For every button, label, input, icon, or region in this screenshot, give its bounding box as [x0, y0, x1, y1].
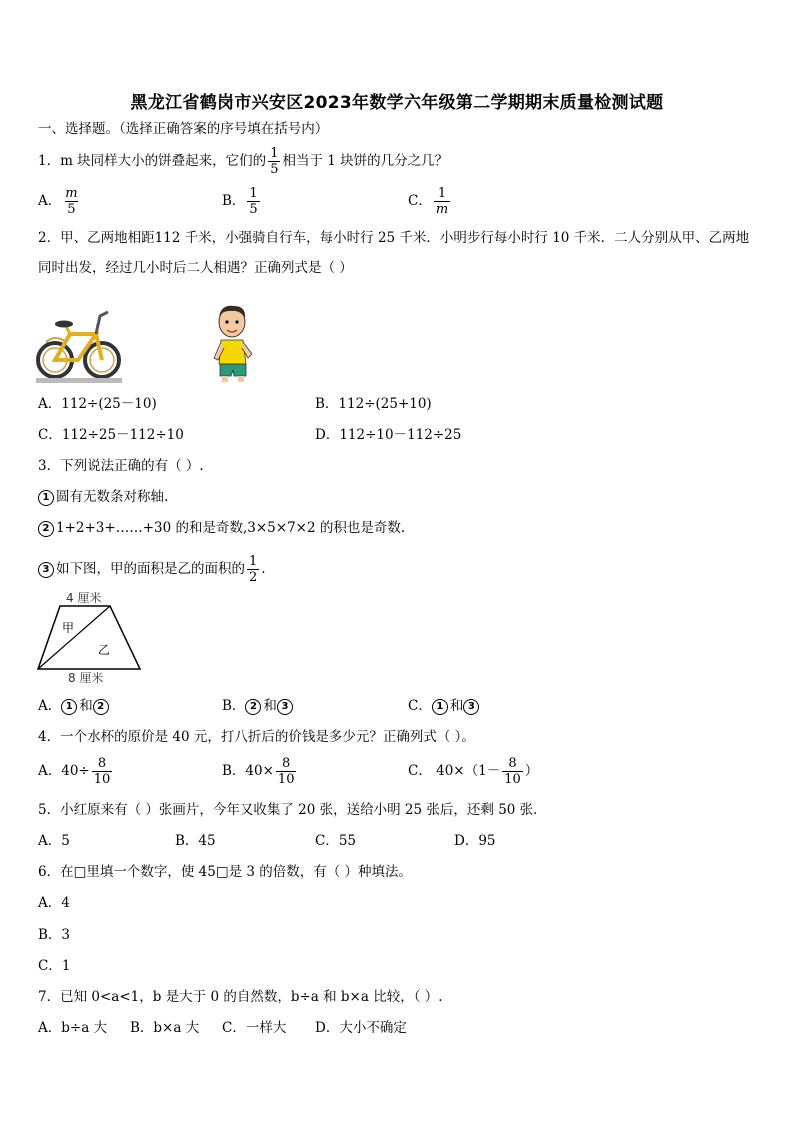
q7-option-b[interactable]: B．b×a 大 [130, 1020, 200, 1036]
circled-number: 1 [61, 699, 77, 715]
section-heading: 一、选择题。（选择正确答案的序号填在括号内） [38, 121, 329, 137]
circled-number: 1 [432, 699, 448, 715]
q5-option-c[interactable]: C．55 [315, 833, 357, 849]
circled-number: 3 [463, 699, 479, 715]
trapezoid-top-label: 4 厘米 [66, 591, 102, 605]
q6-option-b[interactable]: B．3 [38, 927, 71, 943]
q6-option-a[interactable]: A．4 [38, 895, 70, 911]
q5-option-d[interactable]: D．95 [454, 833, 496, 849]
question-4: 4．一个水杯的原价是 40 元，打八折后的价钱是多少元？正确列式（ ）。 [38, 729, 475, 745]
q1-text-post: 相当于 1 块饼的几分之几？ [282, 153, 449, 169]
bicycle-image [36, 302, 122, 384]
question-1 [38, 146, 448, 177]
circled-number: 1 [38, 490, 54, 506]
q4-option-a[interactable]: A．40÷ $\frac{8}{10}$ [38, 756, 111, 787]
q7-option-c[interactable]: C．一样大 [222, 1020, 287, 1036]
circled-number: 2 [245, 699, 261, 715]
question-7: 7．已知 0<a<1，b 是大于 0 的自然数，b÷a 和 b×a 比较，（ ）. [38, 989, 443, 1005]
q2-option-d[interactable]: D．112÷10－112÷25 [315, 427, 462, 443]
boy-image [212, 302, 258, 384]
region-jia-label: 甲 [62, 621, 75, 635]
q2-option-c[interactable]: C．112÷25－112÷10 [38, 427, 184, 443]
region-yi-label: 乙 [98, 643, 111, 657]
circled-number: 3 [38, 562, 54, 578]
q5-option-b[interactable]: B．45 [175, 833, 216, 849]
q3-option-c[interactable]: C． 1 和 3 [408, 697, 481, 715]
q3-option-a[interactable]: A． 1 和 2 [38, 697, 111, 715]
trapezoid-bottom-label: 8 厘米 [68, 671, 104, 685]
circled-number: 2 [38, 521, 54, 537]
q1-option-c[interactable]: C． $\frac{1}{m}$ [408, 186, 449, 217]
q3-statement-2: 2 1+2+3+……+30 的和是奇数,3×5×7×2 的积也是奇数. [38, 519, 405, 537]
q6-option-c[interactable]: C．1 [38, 958, 71, 974]
question-6: 6．在□里填一个数字，使 45□是 3 的倍数，有（ ）种填法。 [38, 864, 413, 880]
q1-option-b[interactable]: B． $\frac{1}{5}$ [222, 186, 258, 217]
q5-option-a[interactable]: A．5 [38, 833, 70, 849]
q3-statement-1: 1 圆有无数条对称轴. [38, 488, 168, 506]
question-2-line-2: 同时出发，经过几小时后二人相遇？正确列式是（ ） [38, 260, 353, 276]
q4-option-c[interactable]: C． 40×（1－ $\frac{8}{10}$ ） [408, 756, 539, 787]
question-5: 5．小红原来有（ ）张画片，今年又收集了 20 张，送给小明 25 张后，还剩 50 张． [38, 802, 547, 818]
circled-number: 3 [277, 699, 293, 715]
q3-option-b[interactable]: B． 2 和 3 [222, 697, 295, 715]
q1-option-a[interactable]: A． $\frac{m}{5}$ [38, 186, 78, 217]
q4-option-b[interactable]: B．40× $\frac{8}{10}$ [222, 756, 295, 787]
question-3: 3．下列说法正确的有（ ）. [38, 458, 204, 474]
q1-fraction: $\frac{1}{5}$ [270, 146, 279, 177]
trapezoid-diagram [36, 604, 144, 670]
q1-text-pre: 1．m 块同样大小的饼叠起来，它们的 [38, 153, 267, 169]
exam-title: 黑龙江省鹤岗市兴安区2023年数学六年级第二学期期末质量检测试题 [130, 93, 664, 113]
circled-number: 2 [93, 699, 109, 715]
q7-option-d[interactable]: D．大小不确定 [315, 1020, 407, 1036]
q2-option-a[interactable]: A．112÷(25－10) [38, 396, 157, 412]
q3-statement-3: 3 如下图，甲的面积是乙的面积的 $\frac{1}{2}$ . [38, 554, 266, 585]
question-2-line-1: 2．甲、乙两地相距112 千米，小强骑自行车，每小时行 25 千米．小明步行每小时行 10 千米．二人分别从甲、乙两地 [38, 230, 750, 246]
q7-option-a[interactable]: A．b÷a 大 [38, 1020, 108, 1036]
q2-option-b[interactable]: B．112÷(25+10) [315, 396, 432, 412]
